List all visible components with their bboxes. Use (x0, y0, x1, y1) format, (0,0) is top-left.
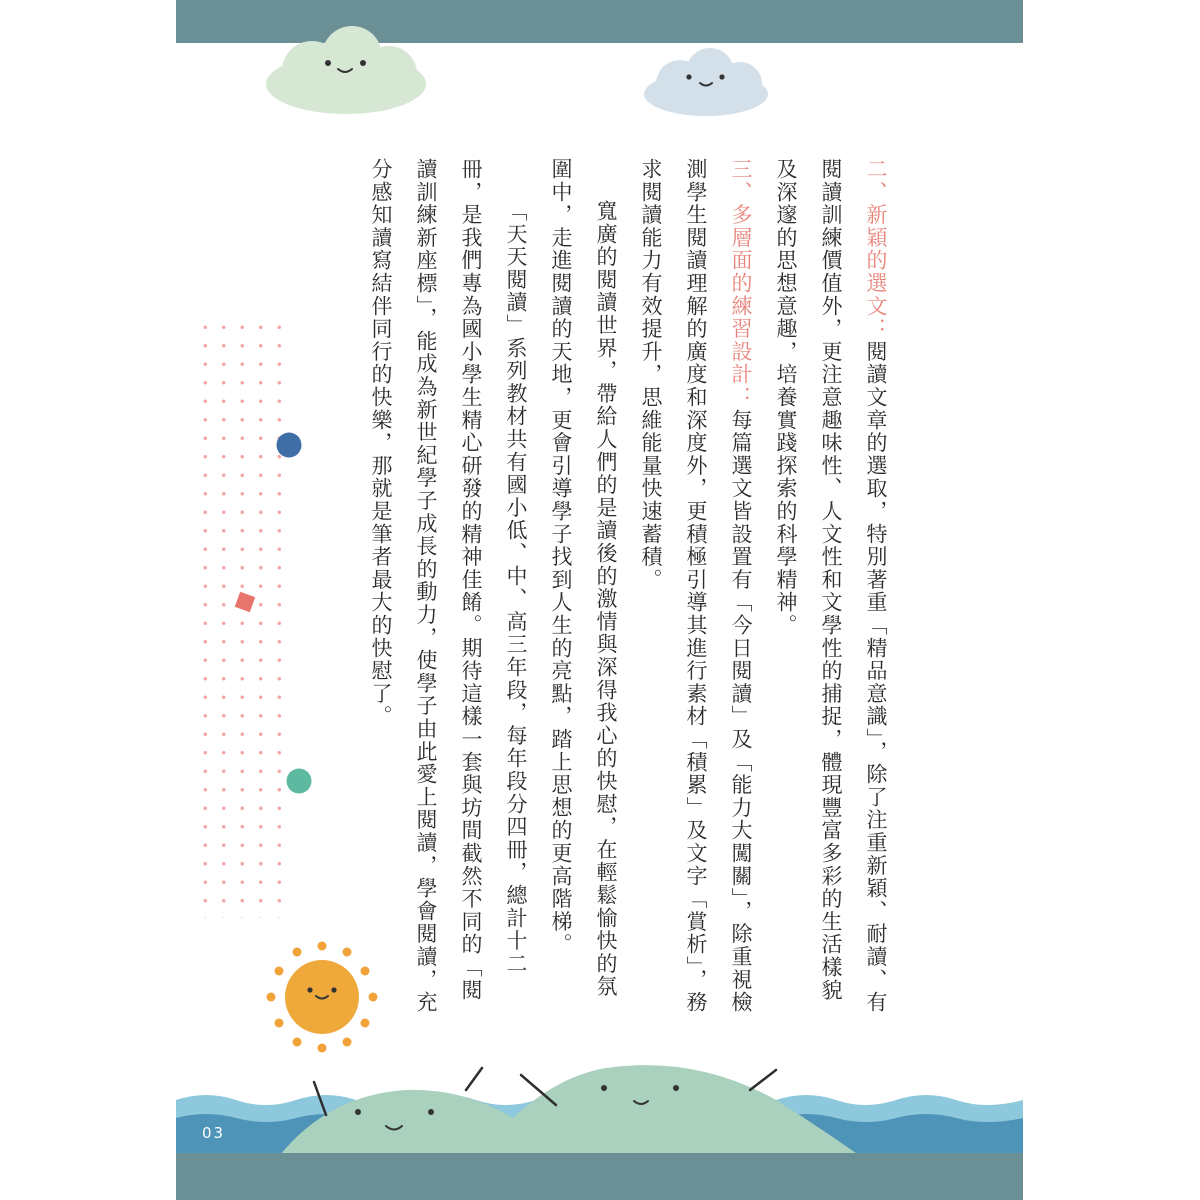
blue-circle-decoration (276, 432, 302, 458)
paragraph-new-selection (763, 158, 898, 1018)
book-page (176, 0, 1023, 1200)
paragraph-text: 閱讀文章的選取，特別著重「精品意識」，除了注重新穎、耐讀、有閱讀訓練價值外，更注意趣味性、人文性和文學性的捕捉，體現豐富多彩的生活樣貌及深邃的思想意趣，培養實踐探索的科學精神。 (774, 158, 888, 1014)
paragraph-text: 寬廣的閱讀世界，帶給人們的是讀後的激情與深得我心的快慰，在輕鬆愉快的氛圍中，走進閱讀的天地，更會引導學子找到人生的亮點，踏上思想的更高階梯。 (549, 158, 618, 998)
paragraph-text: 每篇選文皆設置有「今日閱讀」及「能力大闖關」，除重視檢測學生閱讀理解的廣度和深度外，更積極引導其進行素材「積累」及文字「賞析」，務求閱讀能力有效提升，思維能量快速蓄積。 (639, 158, 753, 1014)
red-diamond-decoration (232, 589, 258, 615)
paragraph-series-intro (358, 158, 538, 1018)
blue-cloud-icon (642, 48, 770, 118)
bottom-footer-band (176, 1153, 1023, 1200)
body-text (358, 158, 898, 1018)
decorative-dot-grid (196, 318, 296, 918)
paragraph-exercise-design (628, 158, 763, 1018)
section-heading: 二、新穎的選文： (864, 158, 888, 341)
green-cloud-icon (264, 26, 429, 116)
paragraph-reading-world (538, 158, 628, 1018)
section-heading: 三、多層面的練習設計： (729, 158, 753, 409)
page-number: 03 (202, 1124, 226, 1142)
teal-circle-decoration (286, 768, 312, 794)
sea-and-hills-illustration (176, 1060, 1023, 1160)
paragraph-text: 「天天閱讀」系列教材共有國小低、中、高三年段，每年段分四冊，總計十二冊，是我們專為國小學生精心研發的精神佳餚。期待這樣一套與坊間截然不同的「閱讀訓練新座標」，能成為新世紀學子成長的動力，使學子由此愛上閱讀，學會閱讀，充分感知讀寫結伴同行的快樂，那就是筆者最大的快慰了。 (369, 158, 528, 1014)
